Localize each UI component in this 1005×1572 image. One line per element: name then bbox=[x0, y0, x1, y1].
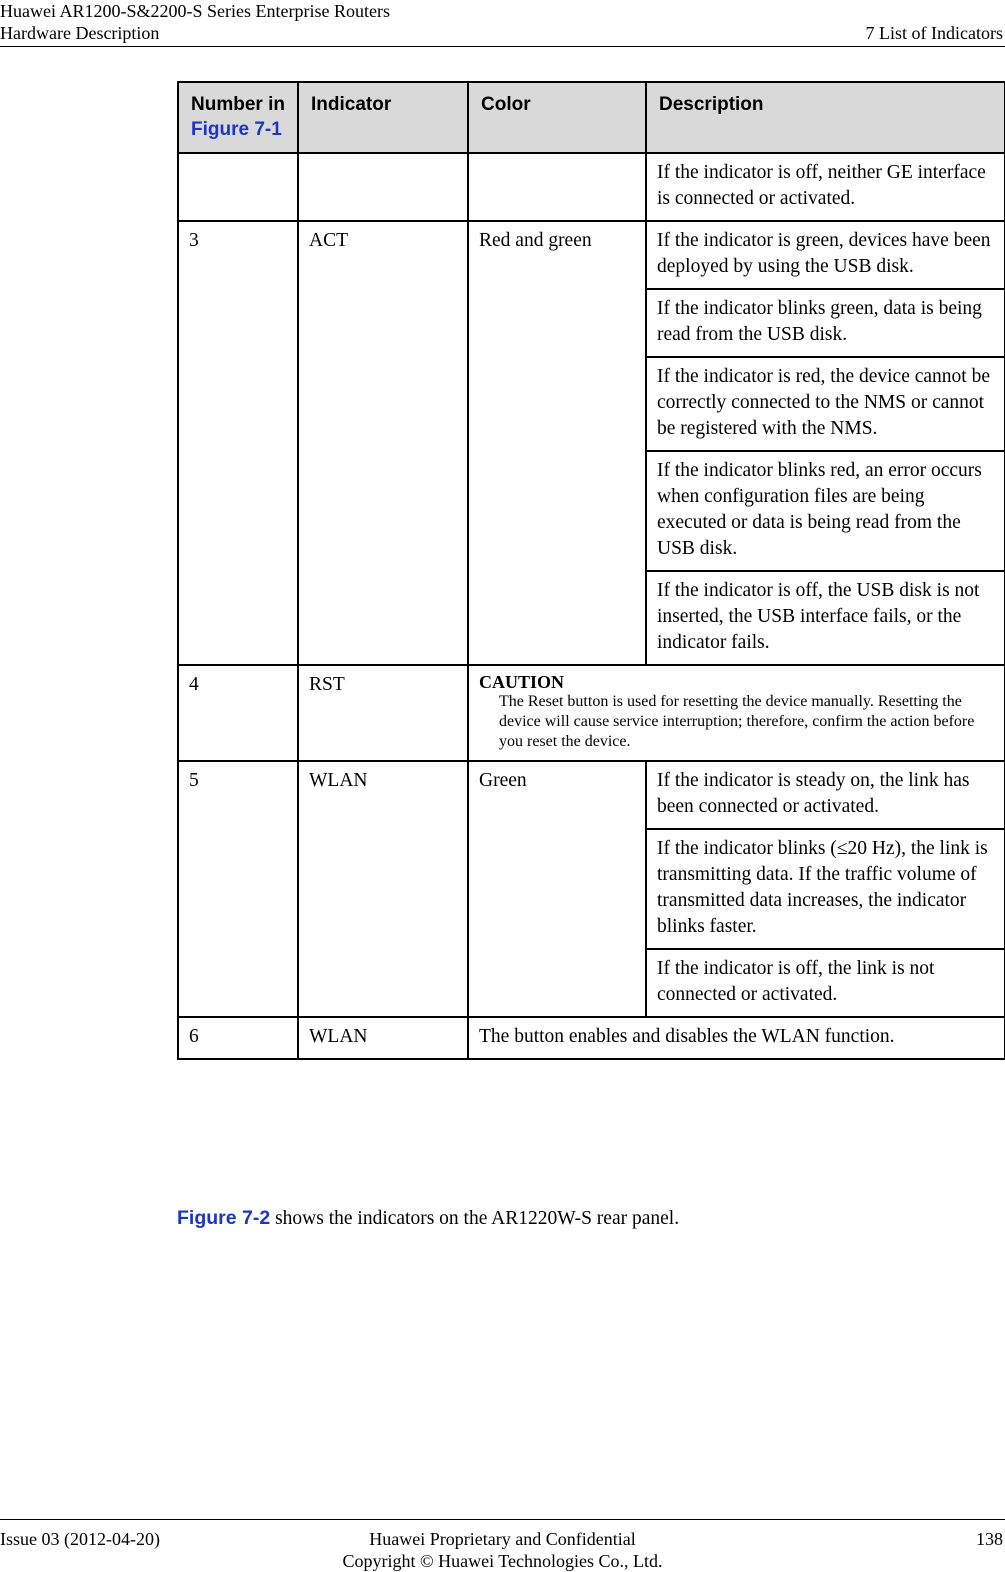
header-document-title: Hardware Description bbox=[0, 23, 160, 43]
cell-color: Red and green bbox=[468, 221, 646, 665]
cell-description: If the indicator is off, the USB disk is not inserted, the USB interface fails, or the indicator fails. bbox=[646, 571, 1005, 665]
cell-description: The button enables and disables the WLAN function. bbox=[468, 1017, 1005, 1059]
caution-notice bbox=[468, 665, 1005, 761]
cell-indicator bbox=[298, 153, 468, 221]
cell-indicator: WLAN bbox=[298, 761, 468, 1017]
header-number bbox=[178, 82, 298, 153]
table-row bbox=[178, 761, 1005, 829]
page-footer bbox=[0, 1519, 1005, 1571]
header-color: Color bbox=[468, 82, 646, 153]
caution-title: CAUTION bbox=[479, 672, 565, 692]
figure-7-1-link[interactable]: Figure 7-1 bbox=[191, 119, 282, 140]
footer-confidential: Huawei Proprietary and Confidential bbox=[369, 1529, 636, 1549]
cell-indicator: ACT bbox=[298, 221, 468, 665]
cell-color bbox=[468, 153, 646, 221]
cell-number: 5 bbox=[178, 761, 298, 1017]
footer-issue: Issue 03 (2012-04-20) bbox=[0, 1529, 160, 1549]
indicator-table bbox=[177, 81, 1005, 1060]
cell-description: If the indicator blinks green, data is being read from the USB disk. bbox=[646, 289, 1005, 357]
table-row bbox=[178, 221, 1005, 289]
header-product-title: Huawei AR1200-S&2200-S Series Enterprise Routers bbox=[0, 1, 390, 21]
header-number-label: Number in bbox=[191, 94, 285, 115]
cell-color: Green bbox=[468, 761, 646, 1017]
cell-number: 4 bbox=[178, 665, 298, 761]
paragraph-text: shows the indicators on the AR1220W-S rear panel. bbox=[270, 1208, 680, 1229]
cell-description: If the indicator is green, devices have been deployed by using the USB disk. bbox=[646, 221, 1005, 289]
header-chapter-title: 7 List of Indicators bbox=[865, 23, 1003, 43]
page-header bbox=[0, 0, 1005, 47]
header-indicator: Indicator bbox=[298, 82, 468, 153]
cell-description: If the indicator blinks (≤20 Hz), the link is transmitting data. If the traffic volume of transmitted data increases, the indicator blinks faster. bbox=[646, 829, 1005, 949]
table-row bbox=[178, 665, 1005, 761]
cell-number bbox=[178, 153, 298, 221]
cell-indicator: RST bbox=[298, 665, 468, 761]
cell-number: 3 bbox=[178, 221, 298, 665]
cell-description: If the indicator is off, neither GE interface is connected or activated. bbox=[646, 153, 1005, 221]
caution-text: The Reset button is used for resetting the device manually. Resetting the device will cause service interruption; therefore, confirm the action before you reset the device. bbox=[499, 693, 975, 750]
header-description: Description bbox=[646, 82, 1005, 153]
figure-7-2-link[interactable]: Figure 7-2 bbox=[177, 1207, 271, 1229]
cell-description: If the indicator is steady on, the link has been connected or activated. bbox=[646, 761, 1005, 829]
table-header-row bbox=[178, 82, 1005, 153]
table-row bbox=[178, 153, 1005, 221]
cell-description: If the indicator is red, the device cannot be correctly connected to the NMS or cannot be registered with the NMS. bbox=[646, 357, 1005, 451]
cell-number: 6 bbox=[178, 1017, 298, 1059]
page-number: 138 bbox=[976, 1529, 1003, 1549]
cell-description: If the indicator is off, the link is not connected or activated. bbox=[646, 949, 1005, 1017]
footer-copyright: Copyright © Huawei Technologies Co., Ltd. bbox=[342, 1551, 663, 1571]
cell-description: If the indicator blinks red, an error occurs when configuration files are being executed or data is being read from the USB disk. bbox=[646, 451, 1005, 571]
cell-indicator: WLAN bbox=[298, 1017, 468, 1059]
body-paragraph bbox=[177, 1205, 679, 1232]
table-row bbox=[178, 1017, 1005, 1059]
